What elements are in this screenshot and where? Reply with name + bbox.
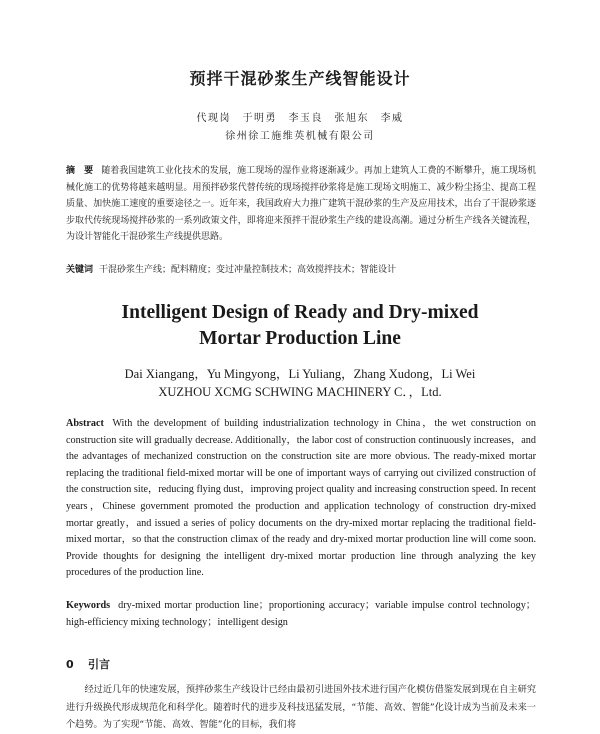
- section-heading: [66, 656, 110, 672]
- english-title-line-2: Mortar Production Line: [199, 328, 401, 349]
- chinese-authors: 代现岗 于明勇 李玉良 张旭东 李威: [196, 113, 404, 124]
- chinese-keywords: [66, 262, 536, 278]
- section-title: 引言: [88, 658, 110, 671]
- chinese-title: 预拌干混砂浆生产线智能设计: [189, 69, 411, 88]
- english-affiliation: XUZHOU XCMG SCHWING MACHINERY C．，Ltd.: [158, 385, 442, 399]
- english-abstract: [66, 416, 536, 582]
- chinese-abstract-label: 摘 要: [66, 166, 94, 176]
- intro-text: 经过近几年的快速发展，预拌砂浆生产线设计已经由最初引进国外技术进行国产化模仿借鉴发展到现在自主研究进行升级换代形成规范化和科学化。随着时代的进步及科技迅猛发展，“节能、高效、智能”化设计成为当前及未来一个趋势。为了实现“节能、高效、智能”化的目标，我们将: [66, 684, 537, 730]
- english-title: [0, 300, 600, 352]
- chinese-keywords-text: 干混砂浆生产线；配料精度；变过冲量控制技术；高效搅拌技术；智能设计: [99, 265, 397, 275]
- english-keywords: [66, 598, 536, 631]
- english-keywords-label: Keywords: [66, 600, 111, 611]
- chinese-affiliation: 徐州徐工施维英机械有限公司: [225, 131, 375, 142]
- english-keywords-text: dry-mixed mortar production line；proportioning accuracy；variable impulse control technology；high-efficiency mixing technology；intelligent design: [66, 600, 536, 628]
- chinese-abstract: [66, 163, 536, 246]
- intro-paragraph: [66, 681, 536, 734]
- english-abstract-text: With the development of building industrialization technology in China，the wet construction on construction site will gradually decrease. Additionally，the labor cost of construction continuously increases，and the advantages of mechanized construction on the construction site are more obvious. The ready-mixed mortar replacing the traditional field-mixed mortar will be one of important ways of carrying out civilized construction of the construction site，reducing flying dust，improving project quality and increasing construction speed. In recent years，Chinese government promoted the production and application technology of construction dry-mixed mortar greatly，and issued a series of policy documents on the dry-mixed mortar replacing the traditional field-mixed mortar，so that the construction climax of the ready and dry-mixed mortar production line will come soon. Provide thoughts for designing the intelligent dry-mixed mortar production line through analyzing the key procedures of the production line.: [66, 418, 536, 579]
- section-number: 0: [66, 658, 74, 671]
- chinese-keywords-label: 关键词: [66, 265, 94, 275]
- english-authors: Dai Xiangang，Yu Mingyong，Li Yuliang，Zhang Xudong，Li Wei: [124, 367, 476, 381]
- english-title-line-1: Intelligent Design of Ready and Dry-mixed: [121, 302, 479, 323]
- english-abstract-label: Abstract: [66, 418, 104, 429]
- chinese-abstract-text: 随着我国建筑工业化技术的发展，施工现场的湿作业将逐渐减少。再加上建筑人工费的不断攀升，施工现场机械化施工的优势将越来越明显。用预拌砂浆代替传统的现场搅拌砂浆将是施工现场文明施工、减少粉尘扬尘、提高工程质量、加快施工速度的重要途径之一。近年来，我国政府大力推广建筑干混砂浆的生产及应用技术，出台了干混砂浆逐步取代传统现场搅拌砂浆的一系列政策文件，即将迎来预拌干混砂浆生产线的建设高潮。通过分析生产线各关键流程，为设计智能化干混砂浆生产线提供思路。: [66, 166, 536, 242]
